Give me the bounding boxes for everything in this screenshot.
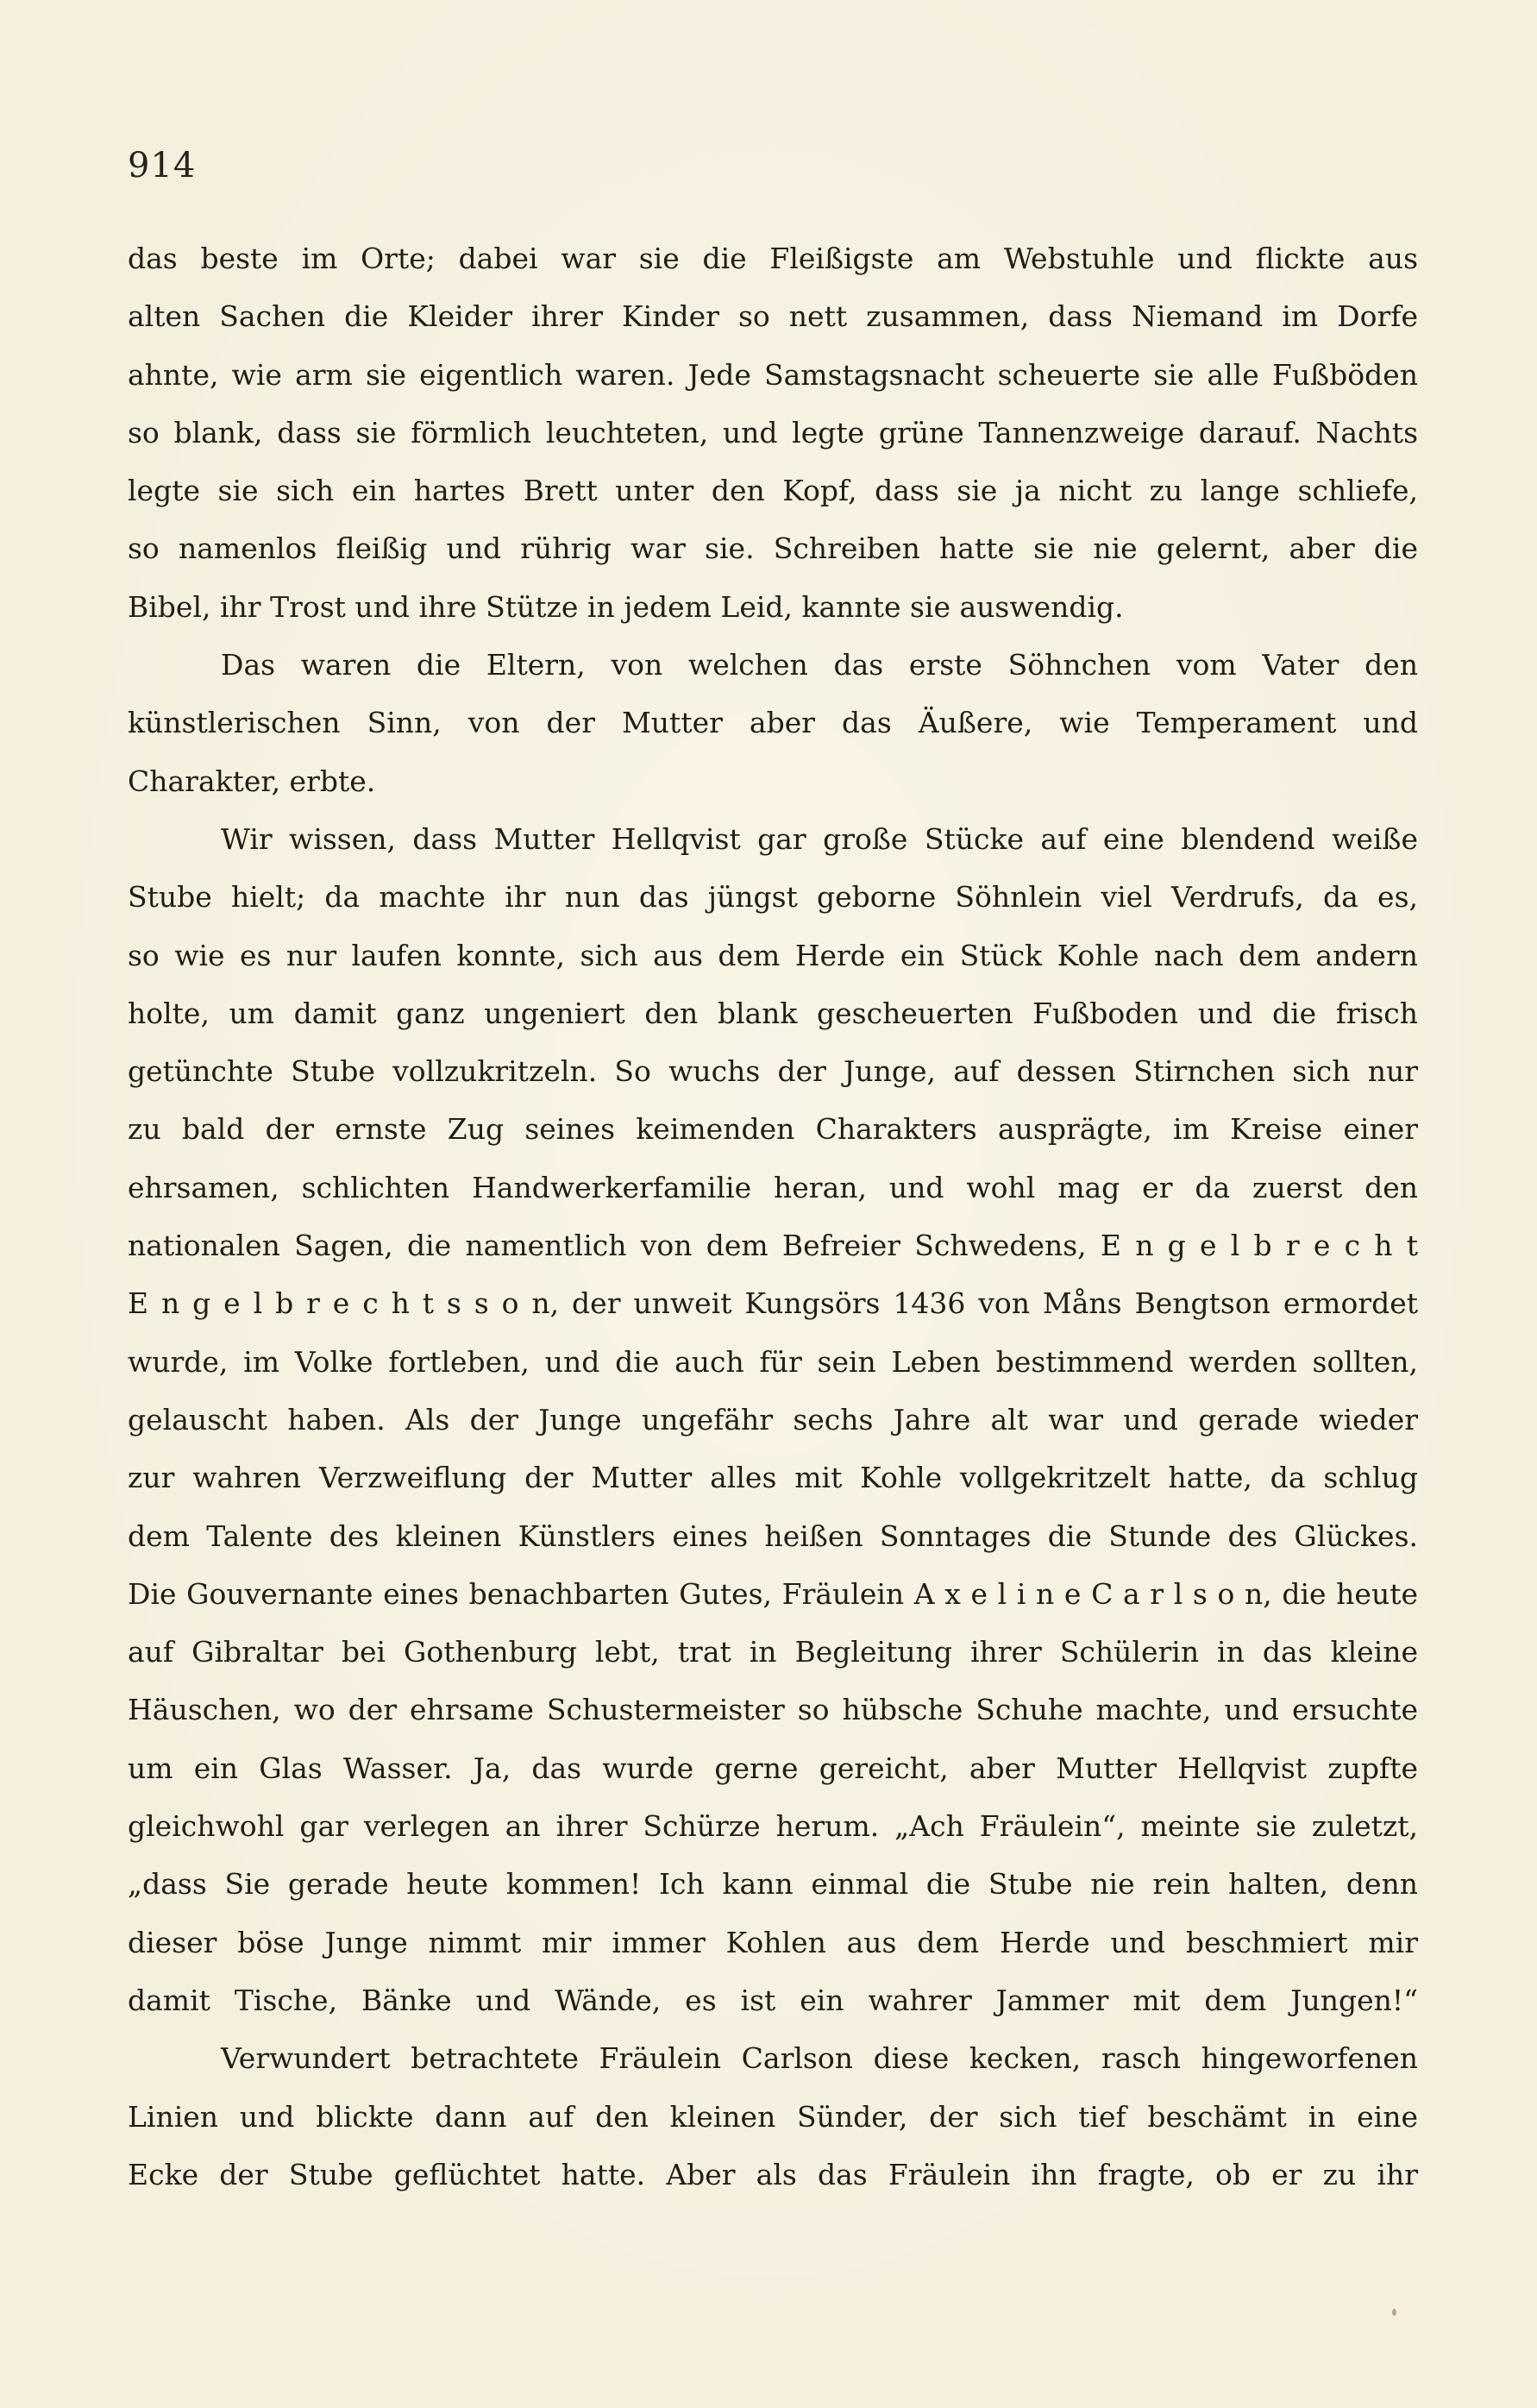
- text-line: zur wahren Verzweiflung der Mutter alles mit Kohle vollgekritzelt hatte, da schlug: [128, 1461, 1418, 1495]
- text-line: Häuschen, wo der ehrsame Schustermeister so hübsche Schuhe machte, und ersuchte: [128, 1693, 1418, 1727]
- text-line: zu bald der ernste Zug seines keimenden Charakters ausprägte, im Kreise einer: [128, 1112, 1418, 1147]
- text-line: Charakter, erbte.: [128, 764, 376, 798]
- text-line: Linien und blickte dann auf den kleinen Sünder, der sich tief beschämt in eine: [128, 2099, 1418, 2134]
- text-line: Die Gouvernante eines benachbarten Gutes, Fräulein A x e l i n e C a r l s o n, die heute: [128, 1576, 1418, 1611]
- text-line: „dass Sie gerade heute kommen! Ich kann einmal die Stube nie rein halten, denn: [128, 1867, 1418, 1902]
- text-line: Bibel, ihr Trost und ihre Stütze in jedem Leid, kannte sie auswendig.: [128, 589, 1124, 624]
- text-line: auf Gibraltar bei Gothenburg lebt, trat in Begleitung ihrer Schülerin in das kleine: [128, 1635, 1418, 1669]
- paper-speck: [1392, 2309, 1396, 2316]
- text-line: Ecke der Stube geflüchtet hatte. Aber als das Fräulein ihn fragte, ob er zu ihr: [128, 2157, 1418, 2191]
- text-line: um ein Glas Wasser. Ja, das wurde gerne gereicht, aber Mutter Hellqvist zupfte: [128, 1751, 1418, 1785]
- text-line: holte, um damit ganz ungeniert den blank gescheuerten Fußboden und die frisch: [128, 996, 1418, 1030]
- text-line: E n g e l b r e c h t s s o n, der unweit Kungsörs 1436 von Måns Bengtson ermordet: [128, 1286, 1418, 1321]
- text-line: ehrsamen, schlichten Handwerkerfamilie heran, und wohl mag er da zuerst den: [128, 1170, 1418, 1204]
- paragraph-4: [128, 2029, 1418, 2204]
- text-line: getünchte Stube vollzukritzeln. So wuchs der Junge, auf dessen Stirnchen sich nur: [128, 1054, 1418, 1089]
- text-line: Verwundert betrachtete Fräulein Carlson diese kecken, rasch hingeworfenen: [221, 2041, 1418, 2076]
- paragraph-1: [128, 229, 1418, 636]
- paragraph-2: [128, 636, 1418, 810]
- text-line: gelauscht haben. Als der Junge ungefähr sechs Jahre alt war und gerade wieder: [128, 1402, 1418, 1437]
- page-number: 914: [128, 146, 197, 185]
- text-line: ahnte, wie arm sie eigentlich waren. Jede Samstagsnacht scheuerte sie alle Fußböden: [128, 357, 1418, 392]
- text-line: Das waren die Eltern, von welchen das erste Söhnchen vom Vater den: [221, 648, 1418, 682]
- text-line: das beste im Orte; dabei war sie die Fleißigste am Webstuhle und flickte aus: [128, 242, 1418, 275]
- text-line: dieser böse Junge nimmt mir immer Kohlen aus dem Herde und beschmiert mir: [128, 1925, 1418, 1959]
- text-line: so blank, dass sie förmlich leuchteten, und legte grüne Tannenzweige darauf. Nachts: [128, 415, 1418, 450]
- text-line: wurde, im Volke fortleben, und die auch für sein Leben bestimmend werden sollten,: [128, 1344, 1418, 1379]
- text-line: dem Talente des kleinen Künstlers eines heißen Sonntages die Stunde des Glückes.: [128, 1518, 1418, 1553]
- text-line: nationalen Sagen, die namentlich von dem Befreier Schwedens, E n g e l b r e c h t: [128, 1229, 1418, 1263]
- text-line: so wie es nur laufen konnte, sich aus dem Herde ein Stück Kohle nach dem andern: [128, 938, 1418, 972]
- body-text: [128, 229, 1418, 2204]
- text-line: gleichwohl gar verlegen an ihrer Schürze herum. „Ach Fräulein“, meinte sie zuletzt,: [128, 1809, 1418, 1844]
- text-line: Stube hielt; da machte ihr nun das jüngst geborne Söhnlein viel Verdrufs, da es,: [128, 880, 1418, 915]
- text-line: alten Sachen die Kleider ihrer Kinder so nett zusammen, dass Niemand im Dorfe: [128, 299, 1418, 334]
- text-line: Wir wissen, dass Mutter Hellqvist gar große Stücke auf eine blendend weiße: [221, 821, 1418, 856]
- text-line: so namenlos fleißig und rührig war sie. Schreiben hatte sie nie gelernt, aber die: [128, 531, 1418, 566]
- text-line: damit Tische, Bänke und Wände, es ist ein wahrer Jammer mit dem Jungen!“: [128, 1983, 1418, 2017]
- text-line: künstlerischen Sinn, von der Mutter aber das Äußere, wie Temperament und: [128, 706, 1418, 740]
- text-line: legte sie sich ein hartes Brett unter den Kopf, dass sie ja nicht zu lange schliefe,: [128, 474, 1418, 508]
- paragraph-3: [128, 810, 1418, 2029]
